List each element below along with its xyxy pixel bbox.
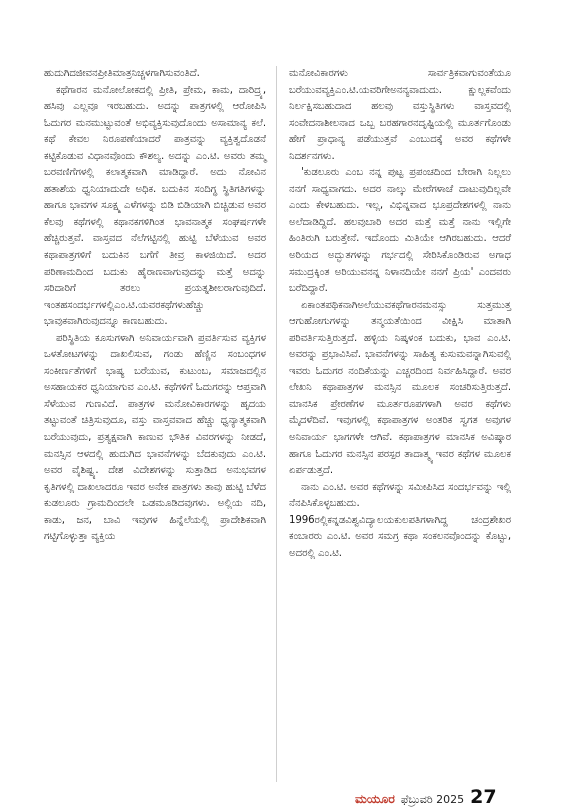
column-divider — [276, 66, 277, 782]
magazine-brand: ಮಯೂರ — [355, 791, 395, 806]
right-paragraph-3: ಏಕಾಂತಪಥಿಕನಾಗಿಅಲೆಯುವಕಥೆಗಾರನಮನಸ್ಸು ಸುತ್ತಮುತ್ತ ಆಗುಹೋಗುಗಳನ್ನು ತನ್ಮಯತೆಯಿಂದ ವೀಕ್ಷಿಸಿ ಮಾತಾಗಿ ಪರಿವರ್ತಿಸುತ್ತಿರುತ್ತದೆ. ಹಳ್ಳಿಯ ನಿಷ್ಕಳಂಕ ಬದುಕು, ಭಾವ ಎಂ.ಟಿ. ಅವರನ್ನು ಪ್ರಭಾವಿಸಿವೆ. ಭಾವನೆಗಳನ್ನು ಸಾಹಿತ್ಯ ಕುಸುಮವನ್ನಾಗಿಸುವಲ್ಲಿ ಇವರು ಓದುಗರ ನಂದಿಕೆಯನ್ನು ಎಚ್ಚರದಿಂದ ನಿರ್ವಹಿಸಿದ್ದಾರೆ. ಅವರ ಲೇಖನಿ ಕಥಾಪಾತ್ರಗಳ ಮನಸ್ಸಿನ ಮೂಲಕ ಸಂಚರಿಸುತ್ತಿರುತ್ತದೆ. ಮಾನಸಿಕ ಪ್ರೇರಣೆಗಳ ಮೂರ್ತರೂಪಗಳಾಗಿ ಅವರ ಕಥೆಗಳು ಮೈದಳೆದಿವೆ. ಇವುಗಳಲ್ಲಿ ಕಥಾಪಾತ್ರಗಳ ಅಂತರಿಕ ಸ್ವಗತ ಅವುಗಳ ಅನಿವಾರ್ಯ ಭಾಗಗಳೇ ಆಗಿವೆ. ಕಥಾಪಾತ್ರಗಳ ಮಾನಸಿಕ ಅವಿಷ್ಕಾರ ಹಾಗೂ ಓದುಗರ ಮನಸ್ಸಿನ ಪರಸ್ಪರ ತಾದಾತ್ಮ್ಯ ಇವರ ಕಥೆಗಳ ಮೂಲಕ ಏರ್ಪಡುತ್ತದೆ. — [289, 299, 511, 477]
right-paragraph-2: 'ಕುಡಲೂರು ಎಂಬ ನನ್ನ ಪುಟ್ಟ ಪ್ರಪಂಚದಿಂದ ಬೇರಾಗಿ ನಿಲ್ಲಲು ನನಗೆ ಸಾಧ್ಯವಾಗದು. ಅದರ ನಾಲ್ಕು ಮೇರೆಗಳಾಚೆ ದಾಟುವುದಿಲ್ಲವೇ ಎಂದು ಕೇಳಬಹುದು. ಇಲ್ಲ, ವಿಭಿನ್ನವಾದ ಭೂಪ್ರದೇಶಗಳಲ್ಲಿ ನಾನು ಅಲೆದಾಡಿದ್ದಿದೆ. ಹಲವುಬಾರಿ ಅದರ ಮತ್ತೆ ಮತ್ತೆ ನಾನು ಇಲ್ಲಿಗೇ ಹಿಂತಿರುಗಿ ಬರುತ್ತೇನೆ. ಇದೊಂದು ಮಿತಿಯೇ ಆಗಿರಬಹುದು. ಆದರೆ ಅರಿಯದ ಅದ್ಭುತಗಳನ್ನು ಗರ್ಭದಲ್ಲಿ ಸೇರಿಸಿಕೊಂಡಿರುವ ಅಗಾಧ ಸಮುದ್ರಕ್ಕಿಂತ ಅರಿಯುವನನ್ನ ನಿಳಾನದಿಯೇ ನನಗೆ ಪ್ರಿಯ' ಎಂದವರು ಬರೆದಿದ್ದಾರೆ. — [289, 167, 511, 295]
left-column — [44, 66, 266, 546]
left-paragraph-1: ಹುದುಗಿದಜೀವನಪ್ರೀತಿಮಾತ್ರನಿಚ್ಚಳಗಾಗಿಸುವಂತಿದೆ. — [44, 68, 200, 79]
issue-date: ಫೆಬ್ರುವರಿ 2025 — [400, 793, 465, 806]
right-column — [289, 66, 511, 562]
page-number: 27 — [470, 786, 497, 808]
left-paragraph-2: ಕಥೆಗಾರನ ಮನೋಲೋಕದಲ್ಲಿ ಪ್ರೀತಿ, ಪ್ರೇಮ, ಕಾಮ, ದಾರಿದ್ರ್ಯ, ಹಸಿವು ಎಲ್ಲವೂ ಇರಬಹುದು. ಅದನ್ನು ಪಾತ್ರಗಳಲ್ಲಿ ಆರೋಪಿಸಿ ಓದುಗರ ಮನಮುಟ್ಟುವಂತೆ ಅಭಿವ್ಯಕ್ತಿಸುವುದೊಂದು ಅಸಾಮಾನ್ಯ ಕಲೆ. ಕಥೆ ಕೇವಲ ನಿರೂಪಣೆಯಾದರೆ ಪಾತ್ರವನ್ನು ವ್ಯಕ್ತಿತ್ವದೊಡನೆ ಕಟ್ಟಿಕೊಡುವ ವಿಧಾನವೊಂದು ಕೌಶಲ್ಯ. ಅದನ್ನು ಎಂ.ಟಿ. ಅವರು ತಮ್ಮ ಬರವಣಿಗೆಗಳಲ್ಲಿ ಕಲಾತ್ಮಕವಾಗಿ ಮಾಡಿದ್ದಾರೆ. ಅದು ನೋವಿನ ಹತಾಶೆಯ ಧ್ವನಿಯಾದುದೇ ಅಧಿಕ. ಬದುಕಿನ ಸಂದಿಗ್ಧ ಸ್ಥಿತಿಗತಿಗಳನ್ನು ಹಾಗೂ ಭಾವಗಳ ಸೂಕ್ಷ್ಮ ಎಳೆಗಳನ್ನು ಬಿಡಿ ಬಿಡಿಯಾಗಿ ಬಿಚ್ಚಿಡುವ ಅವರ ಕೆಲವು ಕಥೆಗಳಲ್ಲಿ ಕಥಾನಕಗಳಿಗಿಂತ ಭಾವನಾತ್ಮಕ ಸಂಘರ್ಷಗಳೇ ಹೆಚ್ಚಿರುತ್ತವೆ. ವಾಸ್ತವದ ನೆಲೆಗಟ್ಟಿನಲ್ಲಿ ಹುಟ್ಟಿ ಬೆಳೆಯುವ ಅವರ ಕಥಾಪಾತ್ರಗಳಿಗೆ ಬದುಕಿನ ಬಗೆಗೆ ತೀವ್ರ ಕಾಳಜಿಯಿದೆ. ಅದರ ಪರಿಣಾಮದಿಂದ ಬದುಕು ಹೈರಾಣವಾಗುವುದನ್ನು ಮತ್ತೆ ಅದನ್ನು ಸರಿದಾರಿಗೆ ತರಲು ಪ್ರಯತ್ನಶೀಲರಾಗುವುದಿದೆ. ಇಂತಹಸಂದರ್ಭಗಳಲ್ಲಿಎಂ.ಟಿ.ಯವರಕಥೆಗಳುಹೆಚ್ಚು ಭಾವುಕವಾಗಿರುವುದನ್ನೂ ಕಾಣಬಹುದು. — [44, 84, 266, 328]
page-footer — [355, 786, 497, 808]
right-paragraph-1: ಮನೋವಿಕಾರಗಳು ಸಾರ್ವತ್ರಿಕವಾಗುವಂತೆಯೂ ಬರೆಯುವವ್ಯಕ್ತಿಎಂ.ಟಿ.ಯವರಿಗೇಅನನ್ಯವಾದುದು. ಕ್ಷುಲ್ಲಕವೆಂದು ನಿರ್ಲಕ್ಷಿಸಬಹುದಾದ ಹಲವು ವಸ್ತುಸ್ಥಿತಿಗಳು ವಾಸ್ತವದಲ್ಲಿ ಸಂವೇದನಾಶೀಲನಾದ ಒಬ್ಬ ಬರಹಗಾರನದೃಷ್ಟಿಯಲ್ಲಿ ಮೂರ್ತಗೊಂಡು ಹೇಗೆ ಪ್ರಾಧಾನ್ಯ ಪಡೆಯುತ್ತವೆ ಎಂಬುದಕ್ಕೆ ಅವರ ಕಥೆಗಳೇ ನಿದರ್ಶನಗಳು. — [289, 68, 511, 162]
left-paragraph-3: ಪರಿಸ್ಥಿತಿಯ ಕೂಸುಗಳಾಗಿ ಅನಿವಾರ್ಯವಾಗಿ ಪ್ರವರ್ತಿಸುವ ವ್ಯಕ್ತಿಗಳ ಒಳತೋಟಗಳನ್ನು ದಾಖಲಿಸುವ, ಗಂಡು ಹೆಣ್ಣಿನ ಸಂಬಂಧಗಳ ಸಂಕೀರ್ಣತೆಗಳಿಗೆ ಭಾಷ್ಯ ಬರೆಯುವ, ಕುಟುಂಬ, ಸಮಾಜದಲ್ಲಿನ ಅಸಹಾಯಕರ ಧ್ವನಿಯಾಗುವ ಎಂ.ಟಿ. ಕಥೆಗಳಿಗೆ ಓದುಗರನ್ನು ಆಪ್ತವಾಗಿ ಸೆಳೆಯುವ ಗುಣವಿದೆ. ಪಾತ್ರಗಳ ಮನೋವಿಕಾರಗಳನ್ನು ಹೃದಯ ತಟ್ಟುವಂತೆ ಚಿತ್ರಿಸುವುದೂ, ವಸ್ತು ವಾಸ್ತವವಾದ ಹೆಚ್ಚು ಧ್ವನ್ಯಾತ್ಮಕವಾಗಿ ಬರೆಯುವುದು, ಪ್ರತ್ಯಕ್ಷವಾಗಿ ಕಾಣುವ ಭೌತಿಕ ವಿವರಗಳನ್ನು ನೀಡದೆ, ಮನಸ್ಸಿನ ಆಳದಲ್ಲಿ ಹುದುಗಿದ ಭಾವನೆಗಳನ್ನು ಬೆದಕುವುದು ಎಂ.ಟಿ. ಅವರ ವೈಶಿಷ್ಟ್ಯ. ದೇಶ ವಿದೇಶಗಳನ್ನು ಸುತ್ತಾಡಿದ ಅನುಭವಗಳ ಕೃತಿಗಳಲ್ಲಿ ದಾಖಲಾದರೂ ಇವರ ಅನೇಕ ಪಾತ್ರಗಳು ತಾವು ಹುಟ್ಟಿ ಬೆಳೆದ ಕುಡಲೂರು ಗ್ರಾಮದಿಂದಲೇ ಒಡಮೂಡಿದವುಗಳು. ಅಲ್ಲಿಯ ನದಿ, ಕಾಡು, ಜನ, ಬಾವಿ ಇವುಗಳ ಹಿನ್ನೆಲೆಯಲ್ಲಿ ಪ್ರಾದೇಶಿಕವಾಗಿ ಗಟ್ಟಿಗೊಳ್ಳುತ್ತಾ ವ್ಯಕ್ತಿಯ — [44, 332, 266, 543]
right-paragraph-4: ನಾನು ಎಂ.ಟಿ. ಅವರ ಕಥೆಗಳನ್ನು ಸಮೀಪಿಸಿದ ಸಂದರ್ಭವನ್ನು ಇಲ್ಲಿ ನೆನಪಿಸಿಕೊಳ್ಳಬಹುದು. 1996ರಲ್ಲಿಕನ್ನಡವಿಶ್ವವಿದ್ಯಾಲಯಕುಲಪತಿಗಳಾಗಿದ್ದ ಚಂದ್ರಶೇಖರ ಕಂಬಾರರು ಎಂ.ಟಿ. ಅವರ ಸಮಗ್ರ ಕಥಾ ಸಂಕಲನವೊಂದನ್ನು ಕೊಟ್ಟು, ಅದರಲ್ಲಿ ಎಂ.ಟಿ. — [289, 481, 511, 559]
